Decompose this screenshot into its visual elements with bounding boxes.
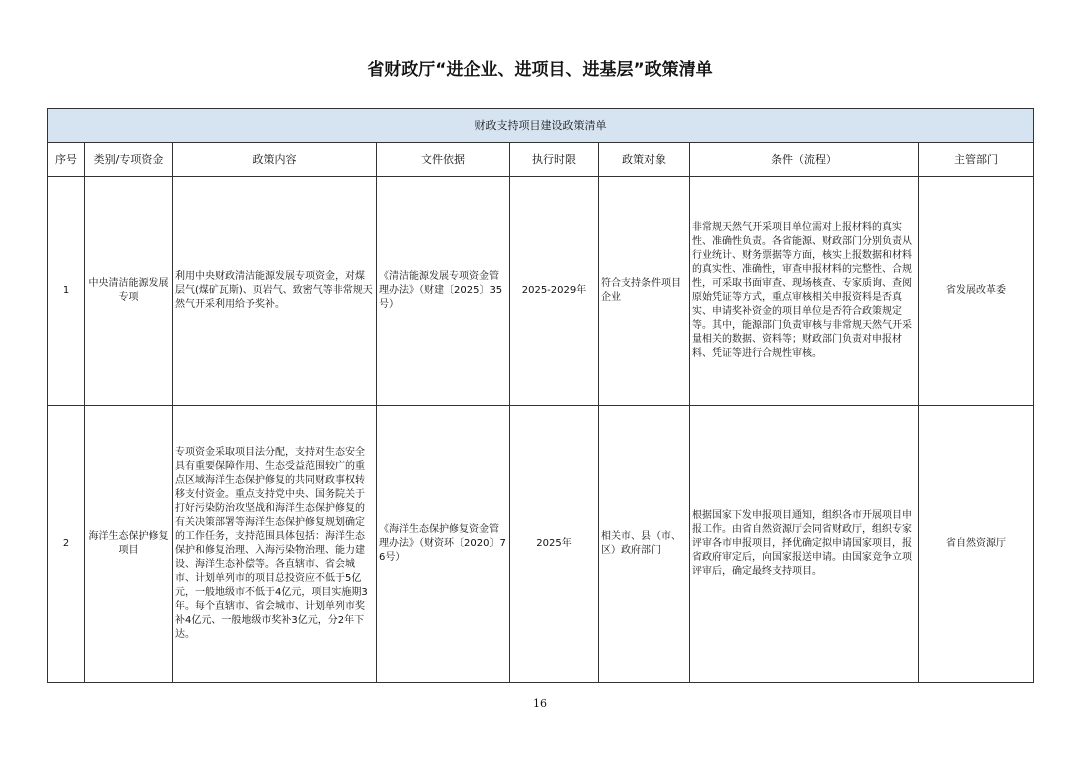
document-title: 省财政厅“进企业、进项目、进基层”政策清单	[367, 60, 713, 80]
header-index: 序号	[48, 143, 85, 177]
header-conditions: 条件（流程）	[690, 143, 919, 177]
header-basis: 文件依据	[377, 143, 510, 177]
row-index: 2	[48, 406, 85, 683]
header-category: 类别/专项资金	[85, 143, 173, 177]
row-content: 利用中央财政清洁能源发展专项资金，对煤层气(煤矿瓦斯)、页岩气、致密气等非常规天然气开采利用给予奖补。	[173, 177, 377, 406]
header-department: 主管部门	[919, 143, 1034, 177]
row-index: 1	[48, 177, 85, 406]
row-target: 相关市、县（市、区）政府部门	[599, 406, 690, 683]
row-category: 海洋生态保护修复项目	[85, 406, 173, 683]
row-department: 省自然资源厅	[919, 406, 1034, 683]
row-department: 省发展改革委	[919, 177, 1034, 406]
row-content: 专项资金采取项目法分配，支持对生态安全具有重要保障作用、生态受益范围较广的重点区域海洋生态保护修复的共同财政事权转移支付资金。重点支持党中央、国务院关于打好污染防治攻坚战和海洋生态保护修复的有关决策部署等海洋生态保护修复规划确定的工作任务，支持范围具体包括：海洋生态保护和修复治理、入海污染物治理、能力建设、海洋生态补偿等。各直辖市、省会城市、计划单列市的项目总投资应不低于5亿元，一般地级市不低于4亿元，项目实施期3年。每个直辖市、省会城市、计划单列市奖补4亿元、一般地级市奖补3亿元，分2年下达。	[173, 406, 377, 683]
header-content: 政策内容	[173, 143, 377, 177]
table-header-row	[48, 143, 1034, 177]
page-number: 16	[533, 697, 547, 710]
row-basis: 《清洁能源发展专项资金管理办法》（财建〔2025〕35号）	[377, 177, 510, 406]
row-conditions: 非常规天然气开采项目单位需对上报材料的真实性、准确性负责。各省能源、财政部门分别负责从行业统计、财务票据等方面，核实上报数据和材料的真实性、准确性，审查申报材料的完整性、合规性，可采取书面审查、现场核查、专家质询、查阅原始凭证等方式，重点审核相关申报资料是否真实、申请奖补资金的项目单位是否符合政策规定等。其中，能源部门负责审核与非常规天然气开采量相关的数据、资料等；财政部门负责对申报材料、凭证等进行合规性审核。	[690, 177, 919, 406]
row-period: 2025年	[510, 406, 599, 683]
header-period: 执行时限	[510, 143, 599, 177]
row-basis: 《海洋生态保护修复资金管理办法》（财资环〔2020〕76号）	[377, 406, 510, 683]
row-category: 中央清洁能源发展专项	[85, 177, 173, 406]
table-banner-row	[48, 109, 1034, 143]
row-period: 2025-2029年	[510, 177, 599, 406]
header-target: 政策对象	[599, 143, 690, 177]
table-row	[48, 177, 1034, 406]
row-target: 符合支持条件项目企业	[599, 177, 690, 406]
row-conditions: 根据国家下发申报项目通知，组织各市开展项目申报工作。由省自然资源厅会同省财政厅，组织专家评审各市申报项目，择优确定拟申请国家项目，报省政府审定后，向国家报送申请。由国家竞争立项评审后，确定最终支持项目。	[690, 406, 919, 683]
table-banner: 财政支持项目建设政策清单	[48, 109, 1034, 143]
table-row	[48, 406, 1034, 683]
policy-table	[47, 108, 1034, 683]
